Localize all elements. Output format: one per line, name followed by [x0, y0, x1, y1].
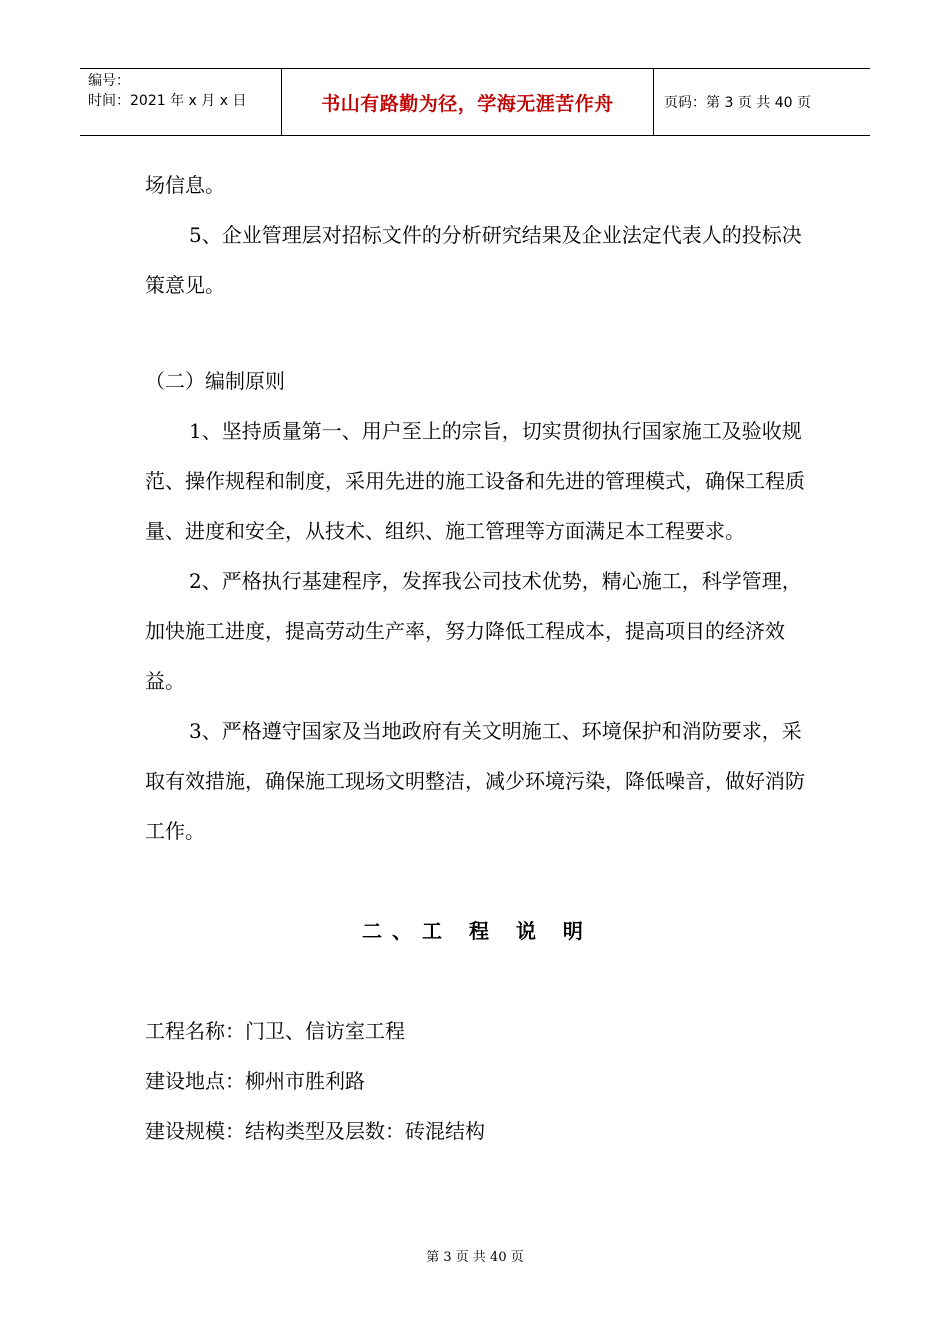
- spacer: [145, 956, 810, 1006]
- paragraph-principle-3: 3、严格遵守国家及当地政府有关文明施工、环境保护和消防要求，采取有效措施，确保施工现场文明整洁，减少环境污染，降低噪音，做好消防工作。: [145, 719, 805, 843]
- motto: 书山有路勤为径，学海无涯苦作舟: [321, 92, 614, 115]
- page-header: [80, 68, 870, 136]
- footer-page-number: 第 3 页 共 40 页: [426, 1250, 524, 1265]
- number-label: 编号：: [88, 73, 130, 89]
- header-motto-cell: [282, 69, 654, 135]
- project-location: 建设地点：柳州市胜利路: [145, 1069, 365, 1093]
- project-scale: 建设规模：结构类型及层数：砖混结构: [145, 1119, 485, 1143]
- spacer: [145, 310, 810, 356]
- paragraph-principle-1: 1、坚持质量第一、用户至上的宗旨，切实贯彻执行国家施工及验收规范、操作规程和制度，采用先进的施工设备和先进的管理模式，确保工程质量、进度和安全，从技术、组织、施工管理等方面满足本工程要求。: [145, 419, 805, 543]
- project-name: 工程名称：门卫、信访室工程: [145, 1019, 405, 1043]
- page-footer: [0, 1246, 950, 1265]
- header-page-cell: [654, 69, 870, 135]
- paragraph-item-5: 5、企业管理层对招标文件的分析研究结果及企业法定代表人的投标决策意见。: [145, 223, 802, 297]
- page-number-label: 页码：第 3 页 共 40 页: [664, 95, 811, 111]
- chapter-heading: 二、工 程 说 明: [362, 919, 593, 943]
- section-title: （二）编制原则: [145, 369, 285, 393]
- header-info: [80, 69, 282, 135]
- paragraph-principle-2: 2、严格执行基建程序，发挥我公司技术优势，精心施工，科学管理，加快施工进度，提高劳动生产率，努力降低工程成本，提高项目的经济效益。: [145, 569, 802, 693]
- document-body: [145, 160, 810, 1156]
- time-label: 时间：2021 年 x 月 x 日: [88, 93, 247, 109]
- spacer: [145, 856, 810, 906]
- paragraph-continuation: 场信息。: [145, 173, 225, 197]
